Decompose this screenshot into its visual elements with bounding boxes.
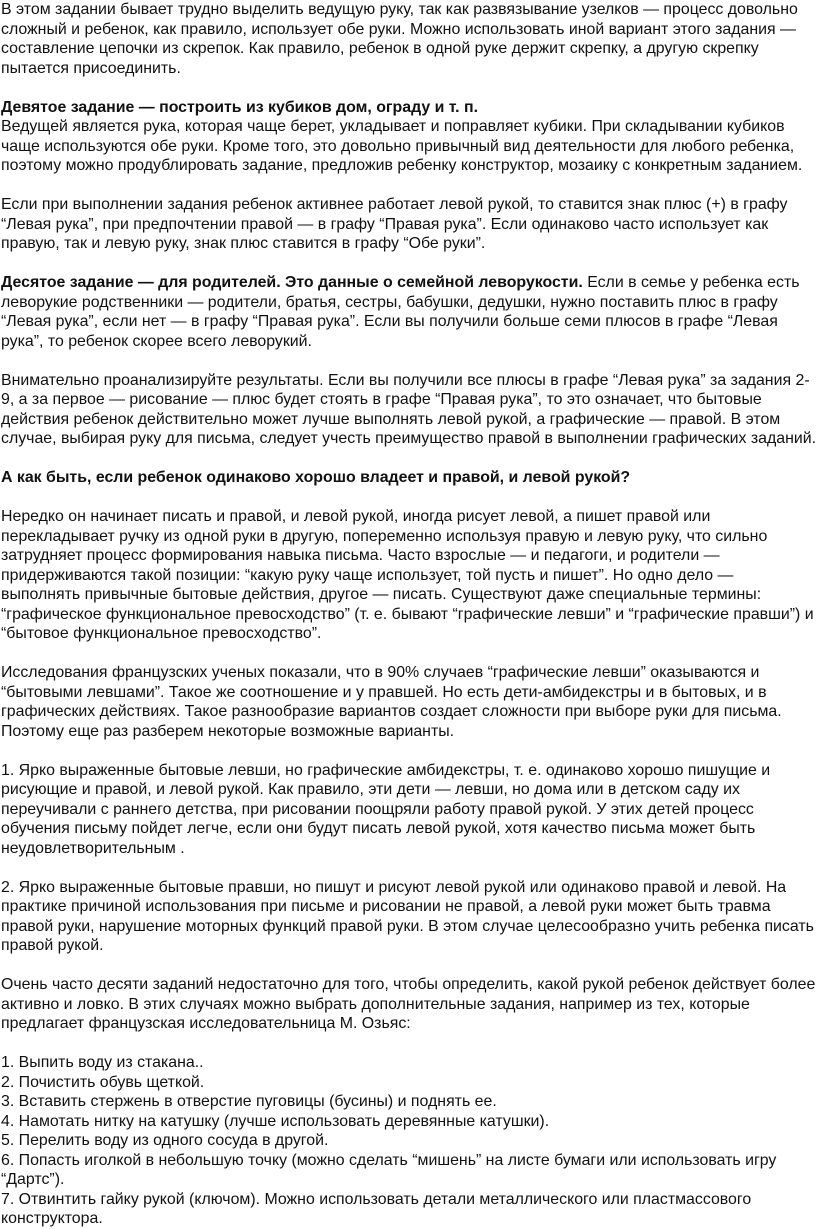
heading-question [1,468,816,488]
list-item: 1. Выпить воду из стакана.. [1,1054,204,1071]
paragraph-task-9: Ведущей является рука, которая чаще берет, укладывает и поправляет кубики. При складывании кубиков чаще используются обе руки. Кроме того, это довольно привычный вид деятельности для любого ребенка, поэтому можно продублировать задание, предложив ребенку конструктор, мозаику с конкретным заданием. [1,118,803,174]
paragraph-task-10 [1,273,816,351]
paragraph-extra-tasks: Очень часто десяти заданий недостаточно для того, чтобы определить, какой рукой ребенок действует более активно и ловко. В этих случаях можно выбрать дополнительные задания, например из тех, которые предлагает французская исследовательница М. Озьяс: [1,976,816,1032]
paragraph-scoring: Если при выполнении задания ребенок активнее работает левой рукой, то ставится знак плюс (+) в графу “Левая рука”, при предпочтении правой — в графу “Правая рука”. Если одинаково часто использует как правую, так и левую руку, знак плюс ставится в графу “Обе руки”. [1,196,788,252]
heading-task-10: Десятое задание — для родителей. Это данные о семейной леворукости. [1,274,583,291]
paragraph-task-10-text: Если в семье у ребенка есть леворукие родственники — родители, братья, сестры, бабушки, дедушки, нужно поставить плюс в графу “Левая рука”, если нет — в графу “Правая рука”. Если вы получили больше семи плюсов в графе “Левая рука”, то ребенок скорее всего леворукий. [1,274,800,350]
paragraph-ambidexter: Нередко он начинает писать и правой, и левой рукой, иногда рисует левой, а пишет правой или перекладывает ручку из одной руки в другую, попеременно используя правую и левую руку, что сильно затрудняет процесс формирования навыка письма. Часто взрослые — и педагоги, и родители — придерживаются такой позиции: “какую руку чаще использует, той пусть и пишет”. Но одно дело — выполнять привычные бытовые действия, другое — писать. Существуют даже специальные термины: “графическое функциональное превосходство” (т. е. бывают “графические левши” и “графические правши”) и “бытовое функциональное превосходство”. [1,508,814,642]
list-item: 6. Попасть иголкой в небольшую точку (можно сделать “мишень” на листе бумаги или использовать игру “Дартс”). [1,1151,777,1188]
list-item: 3. Вставить стержень в отверстие пуговицы (бусины) и поднять ее. [1,1093,497,1110]
paragraph-knots: В этом задании бывает трудно выделить ведущую руку, так как развязывание узелков — процесс довольно сложный и ребенок, как правило, использует обе руки. Можно использовать иной вариант этого задания — составление цепочки из скрепок. Как правило, ребенок в одной руке держит скрепку, а другую скрепку пытается присоединить. [1,1,798,77]
list-item: 5. Перелить воду из одного сосуда в другой. [1,1132,329,1149]
paragraph-variant-1: 1. Ярко выраженные бытовые левши, но графические амбидекстры, т. е. одинаково хорошо пишущие и рисующие и правой, и левой рукой. Как правило, эти дети — левши, но дома или в детском саду их переучивали с раннего детства, при рисовании поощряли работу правой рукой. У этих детей процесс обучения письму пойдет легче, если они будут писать левой рукой, хотя качество письма может быть неудовлетворительным . [1,761,771,857]
extra-tasks-list [1,1053,816,1229]
heading-task-9-text: Девятое задание — построить из кубиков дом, ограду и т. п. [1,98,479,116]
list-item: 7. Отвинтить гайку рукой (ключом). Можно использовать детали металлического или пластмассового конструктора. [1,1190,752,1227]
heading-task-9 [1,98,816,118]
paragraph-variant-2: 2. Ярко выраженные бытовые правши, но пишут и рисуют левой рукой или одинаково правой и левой. На практике причиной использования при письме и рисовании не правой, а левой руки может быть травма правой руки, нарушение моторных функций правой руки. В этом случае целесообразно учить ребенка писать правой рукой. [1,878,814,954]
paragraph-research: Исследования французских ученых показали, что в 90% случаев “графические левши” оказываются и “бытовыми левшами”. Такое же соотношение и у правшей. Но есть дети-амбидекстры и в бытовых, и в графических действиях. Такое разнообразие вариантов создает сложности при выборе руки для письма. Поэтому еще раз разберем некоторые возможные варианты. [1,664,782,740]
heading-question-text: А как быть, если ребенок одинаково хорошо владеет и правой, и левой рукой? [1,469,631,486]
paragraph-analysis: Внимательно проанализируйте результаты. Если вы получили все плюсы в графе “Левая рука” за задания 2-9, а за первое — рисование — плюс будет стоять в графе “Правая рука”, то это означает, что бытовые действия ребенок действительно может лучше выполнять левой рукой, а графические — правой. В этом случае, выбирая руку для письма, следует учесть преимущество правой в выполнении графических заданий. [1,371,816,447]
list-item: 4. Намотать нитку на катушку (лучше использовать деревянные катушки). [1,1112,550,1130]
list-item: 2. Почистить обувь щеткой. [1,1073,205,1091]
